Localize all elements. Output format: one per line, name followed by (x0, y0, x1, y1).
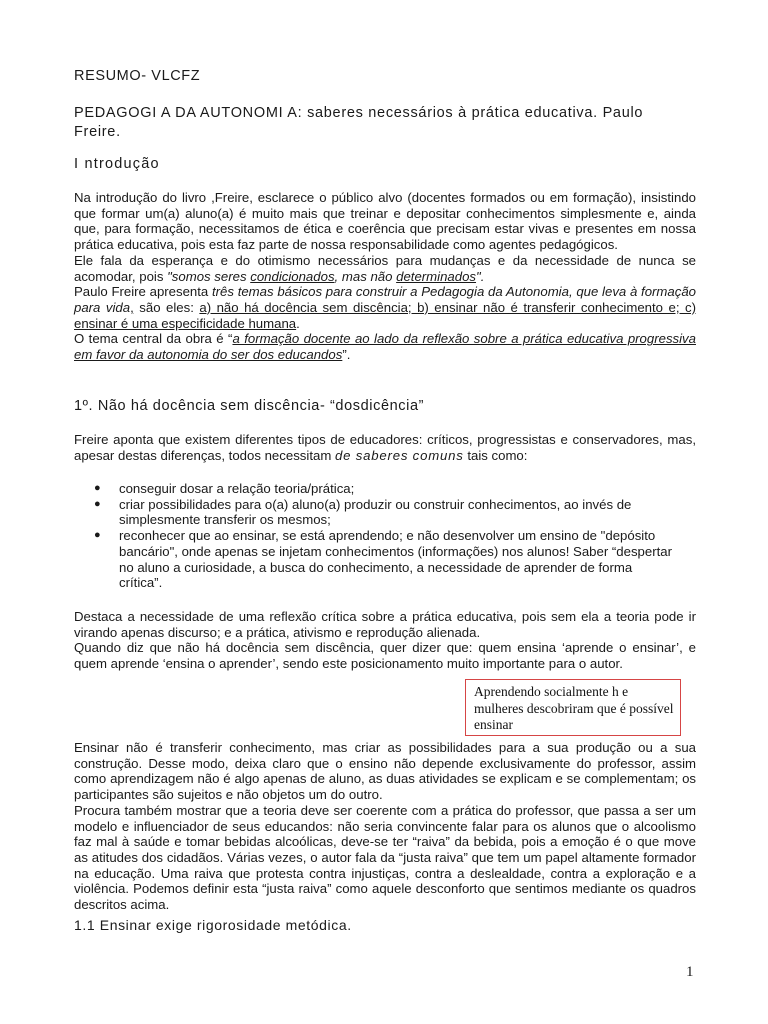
list-item (74, 481, 674, 497)
list-item-text: criar possibilidades para o(a) aluno(a) produzir ou construir conhecimentos, ao invés de simplesmente transferir os mesmos; (119, 496, 632, 528)
aponta-text: Freire aponta que existem diferentes tipos de educadores: críticos, progressistas e conservadores, mas, apesar destas diferenças, todos necessitam (74, 432, 696, 463)
aponta-emphasis: de saberes comuns (334, 447, 464, 463)
document-title: RESUMO- VLCFZ (74, 68, 201, 84)
intro-p2-condicionados: condicionados (250, 268, 335, 284)
intro-p2-quote-mid: , mas não (334, 268, 397, 284)
paragraph-aponta (74, 432, 696, 463)
intro-p3-text: Paulo Freire apresenta (74, 284, 212, 300)
bullet-icon: ● (94, 482, 101, 494)
paragraph-destaca (74, 609, 696, 672)
book-reference: PEDAGOGI A DA AUTONOMI A: saberes necessários à prática educativa. Paulo Freire. (74, 105, 644, 140)
paragraph-ensinar (74, 740, 696, 913)
intro-paragraph-4 (74, 331, 696, 362)
ensinar-text: Ensinar não é transferir conhecimento, mas criar as possibilidades para a sua produção ou a sua construção. Desse modo, deixa claro que o ensino não depende exclusivamente do professor, assim como aprendizagem não é algo apenas de aluno, as duas atividades se explicam e se complementam; os participantes são sujeitos e não objetos um do outro. (74, 740, 696, 803)
bullet-list (74, 481, 674, 591)
section-heading-1: 1º. Não há docência sem discência- “dosdicência” (74, 398, 425, 414)
intro-p3-comma: , (130, 299, 134, 315)
intro-paragraph-3 (74, 284, 696, 331)
intro-p3-topics: a) não há docência sem discência; b) ensinar não é transferir conhecimento e; c) ensinar é uma especificidade humana (74, 299, 696, 331)
section-heading-1-1: 1.1 Ensinar exige rigorosidade metódica. (74, 917, 352, 933)
intro-paragraph-1: Na introdução do livro ,Freire, esclarece o público alvo (docentes formados ou em formação), insistindo que formar um(a) aluno(a) é muito mais que treinar e depositar conhecimentos simplesmente e, ainda que, para formação, necessitamos de ética e coerência que precisam estar vivas e presentes em nossa prática educativa, pois esta faz parte de nossa responsabilidade como agentes pedagógicos. (74, 190, 696, 253)
intro-block (74, 190, 696, 363)
bullet-icon: ● (94, 529, 101, 542)
intro-p3-italic: três temas básicos para construir a Pedagogia da Autonomia, que leva à formação para vida (74, 284, 696, 315)
intro-p2-quote-close: ". (476, 268, 485, 284)
page-number: 1 (686, 964, 694, 980)
intro-p3-mid: são eles: (133, 299, 200, 315)
section-heading-introducao: I ntrodução (74, 156, 160, 172)
aponta-end: tais como: (463, 447, 528, 463)
quando-text: Quando diz que não há docência sem discência, quer dizer que: quem ensina ‘aprende o ensinar’, e quem aprende ‘ensina o aprender’, sendo este posicionamento muito importante para o autor. (74, 640, 696, 672)
procura-text: Procura também mostrar que a teoria deve ser coerente com a prática do professor, que passa a ser um modelo e influenciador de seus educandos: não seria convincente falar para os alunos que o alcoolismo faz mal à saúde e tomar bebidas alcoólicas, deve-se ter “raiva” da bebida, pois a emoção é o que move as atitudes dos cidadãos. Várias vezes, o autor fala da “justa raiva” que tem um papel altamente formador na educação. Uma raiva que protesta contra injustiças, contra a deslealdade, contra a exploração e a violência. Podemos definir esta “justa raiva” como aquele desconforto que sentimos mediante os quadros descritos acima. (74, 802, 696, 913)
comment-callout-box: Aprendendo socialmente h e mulheres descobriram que é possível ensinar (465, 679, 681, 736)
list-item-text: conseguir dosar a relação teoria/prática; (119, 481, 355, 496)
list-item-text: reconhecer que ao ensinar, se está aprendendo; e não desenvolver um ensino de "depósito bancário", onde apenas se injetam conhecimentos (informações) nos alunos! Saber “despertar no aluno a curiosidade, a busca do conhecimento, a necessidade de aprender de forma crítica”. (119, 528, 673, 591)
intro-p4-central-theme: a formação docente ao lado da reflexão sobre a prática educativa progressiva em favor da autonomia do ser dos educandos (74, 331, 696, 363)
intro-p3-end: . (296, 315, 300, 331)
destaca-text: Destaca a necessidade de uma reflexão crítica sobre a prática educativa, pois sem ela a teoria pode ir virando apenas discurso; e a prática, ativismo e reprodução alienada. (74, 609, 696, 640)
intro-paragraph-2 (74, 253, 696, 284)
intro-p4-text: O tema central da obra é “ (74, 331, 233, 347)
bullet-icon: ● (94, 497, 101, 510)
list-item (74, 528, 674, 591)
intro-p4-end: ”. (342, 347, 351, 363)
intro-p2-quote-open: "somos seres (167, 268, 251, 284)
intro-p2-determinados: determinados (396, 268, 477, 284)
list-item (74, 497, 674, 528)
intro-p2-text: Ele fala da esperança e do otimismo necessários para mudanças e da necessidade de nunca se acomodar, pois (74, 252, 696, 284)
